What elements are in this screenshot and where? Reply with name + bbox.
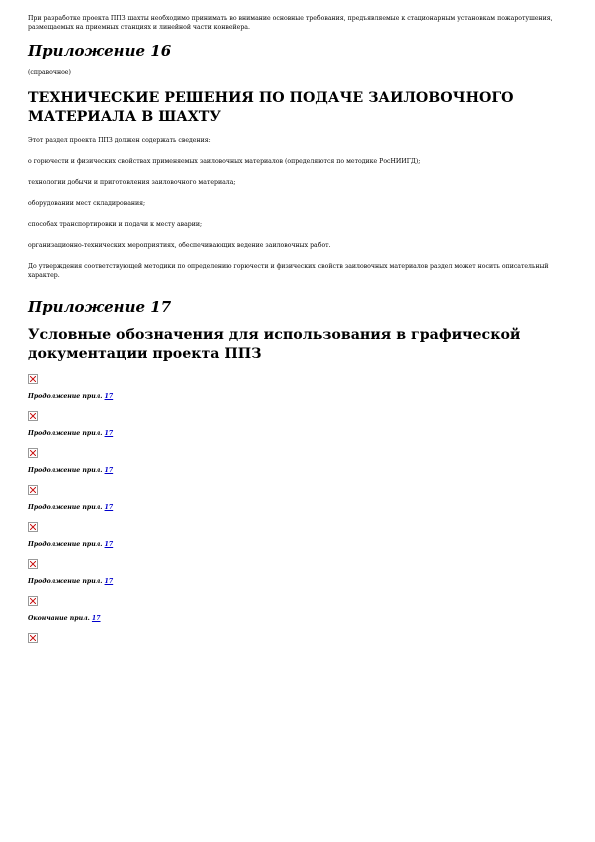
appendix-16-paragraph: о горючести и физических свойствах применяемых заиловочных материалов (определяются по методике РосНИИГД); — [28, 158, 421, 165]
broken-image-icon — [28, 633, 38, 643]
appendix-16-title: ТЕХНИЧЕСКИЕ РЕШЕНИЯ ПО ПОДАЧЕ ЗАИЛОВОЧНОГО МАТЕРИАЛА В ШАХТУ — [28, 90, 514, 125]
appendix-16-paragraph: До утверждения соответствующей методики по определению горючести и физических свойств заиловочных материалов раздел может носить описательный характер. — [28, 263, 549, 279]
continuation-note: Продолжение прил. 17 — [28, 504, 114, 511]
appendix-16-paragraph: Этот раздел проекта ППЗ должен содержать сведения: — [28, 137, 211, 144]
appendix-17-link[interactable]: 17 — [104, 467, 114, 474]
appendix-17-link[interactable]: 17 — [104, 504, 114, 511]
broken-image-icon — [28, 374, 38, 384]
appendix-17-link[interactable]: 17 — [104, 578, 114, 585]
continuation-note: Продолжение прил. 17 — [28, 541, 114, 548]
broken-image-icon — [28, 559, 38, 569]
broken-image-icon — [28, 411, 38, 421]
appendix-16-reference-note: (справочное) — [28, 69, 71, 76]
appendix-16-paragraph: способах транспортировки и подачи к месту аварии; — [28, 221, 203, 228]
continuation-note: Продолжение прил. 17 — [28, 430, 114, 437]
document-content — [28, 14, 568, 643]
appendix-17-link[interactable]: 17 — [104, 393, 114, 400]
appendix-17-heading: Приложение 17 — [28, 298, 172, 316]
appendix-17-title: Условные обозначения для использования в графической документации проекта ППЗ — [28, 327, 521, 362]
intro-paragraph: При разработке проекта ППЗ шахты необходимо принимать во внимание основные требования, предъявляемые к стационарным установкам пожаротушения, размещаемых на приемных станциях и линейной части конвейера. — [28, 15, 553, 31]
continuation-note: Продолжение прил. 17 — [28, 467, 114, 474]
appendix-17-link[interactable]: 17 — [91, 615, 101, 622]
ending-note: Окончание прил. 17 — [28, 615, 101, 622]
appendix-16-heading: Приложение 16 — [28, 42, 172, 60]
broken-image-icon — [28, 522, 38, 532]
appendix-17-figures — [28, 374, 568, 643]
broken-image-icon — [28, 596, 38, 606]
appendix-16-paragraph: оборудовании мест складирования; — [28, 200, 146, 207]
broken-image-icon — [28, 485, 38, 495]
appendix-17-link[interactable]: 17 — [104, 541, 114, 548]
appendix-16-paragraph: технологии добычи и приготовления заиловочного материала; — [28, 179, 236, 186]
broken-image-icon — [28, 448, 38, 458]
appendix-17-link[interactable]: 17 — [104, 430, 114, 437]
appendix-16-paragraph: организационно-технических мероприятиях, обеспечивающих ведение заиловочных работ. — [28, 242, 331, 249]
continuation-note: Продолжение прил. 17 — [28, 393, 114, 400]
continuation-note: Продолжение прил. 17 — [28, 578, 114, 585]
